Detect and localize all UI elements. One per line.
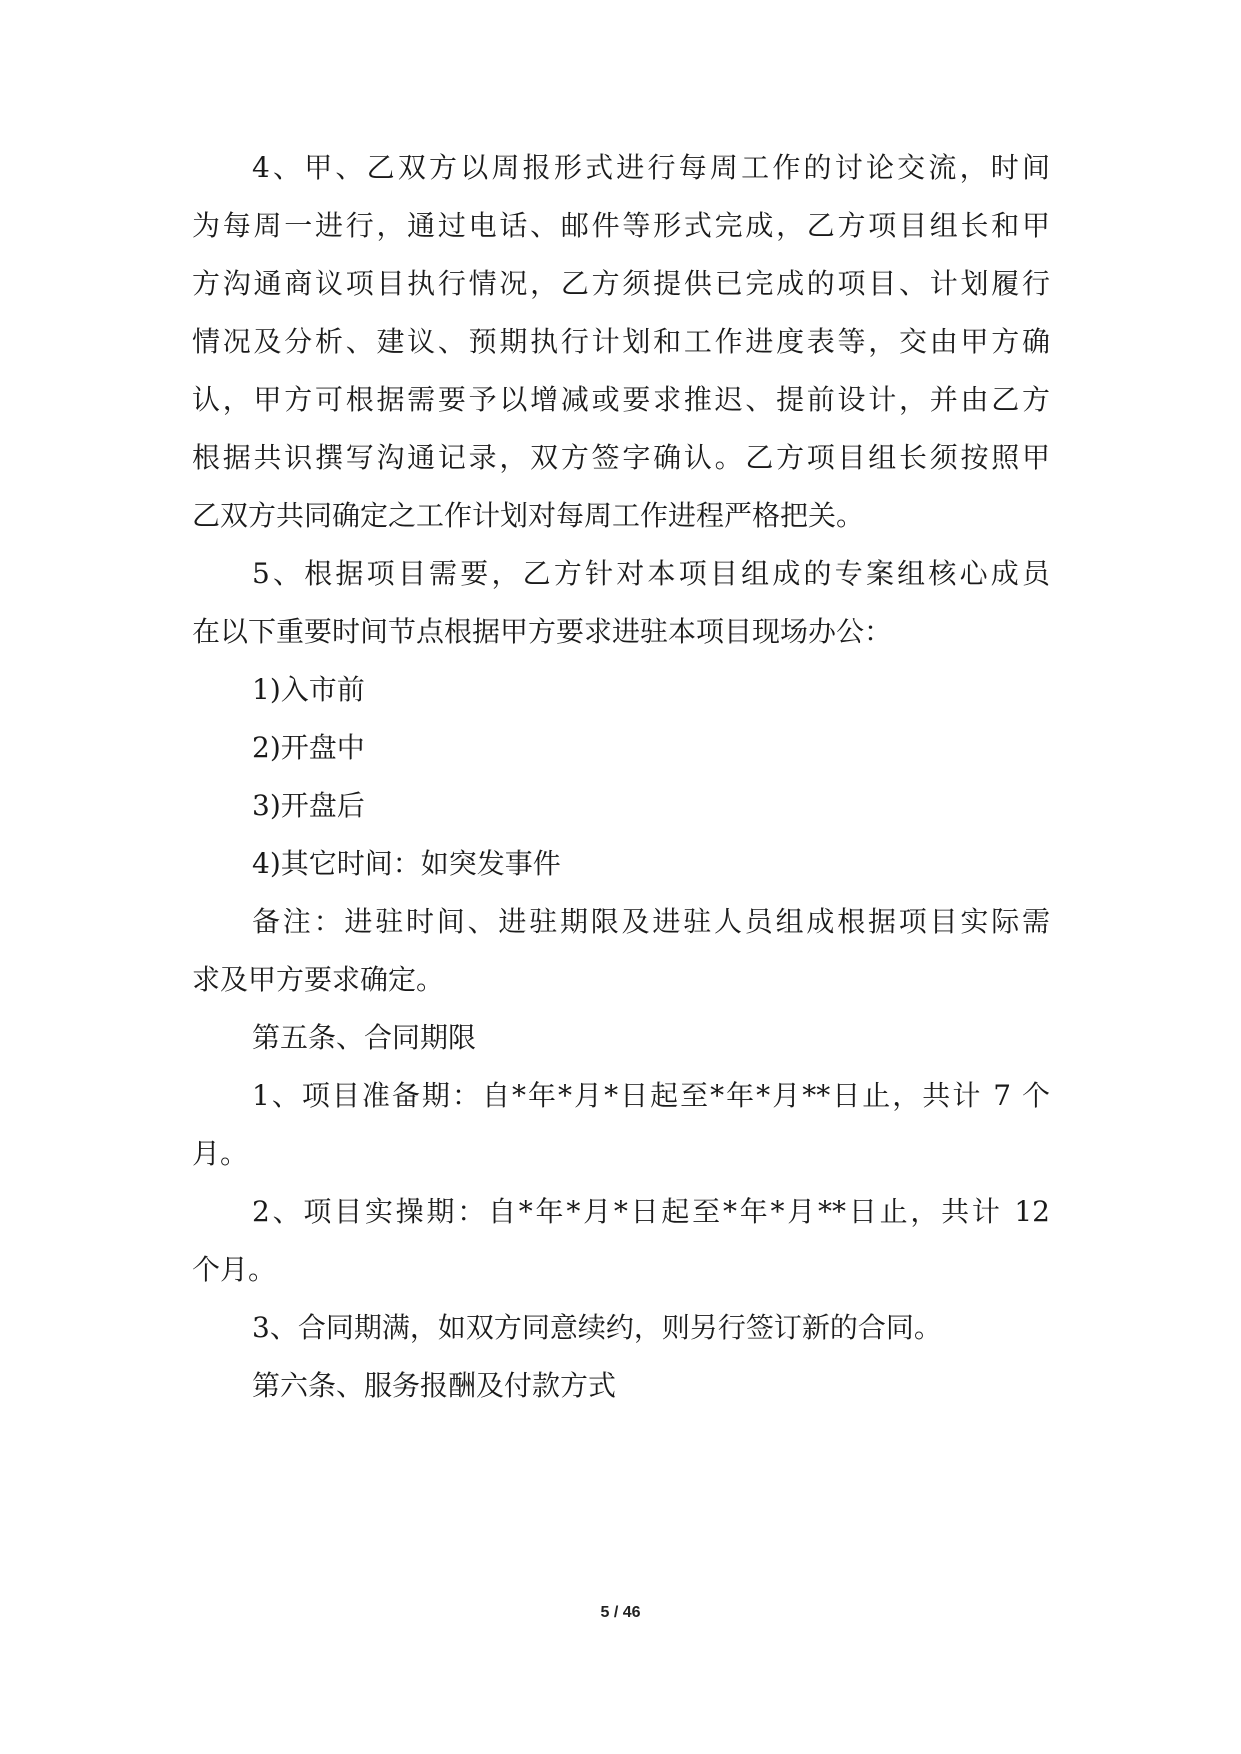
text-line: 备注：进驻时间、进驻期限及进驻人员组成根据项目实际需 xyxy=(252,905,1050,938)
text-line: 2、项目实操期：自*年*月*日起至*年*月**日止，共计 12 xyxy=(252,1195,1050,1228)
section-heading: 第六条、服务报酬及付款方式 xyxy=(252,1369,617,1402)
text-line: 为每周一进行，通过电话、邮件等形式完成，乙方项目组长和甲 xyxy=(192,209,1050,242)
text-line: 求及甲方要求确定。 xyxy=(192,963,445,996)
text-line: 在以下重要时间节点根据甲方要求进驻本项目现场办公： xyxy=(192,615,893,648)
text-line: 根据共识撰写沟通记录，双方签字确认。乙方项目组长须按照甲 xyxy=(192,441,1050,474)
text-line: 4、甲、乙双方以周报形式进行每周工作的讨论交流，时间 xyxy=(252,151,1050,184)
text-line: 月。 xyxy=(192,1137,249,1170)
text-line: 1、项目准备期：自*年*月*日起至*年*月**日止，共计 7 个 xyxy=(252,1079,1050,1112)
section-heading: 第五条、合同期限 xyxy=(252,1021,477,1054)
page-number: 5 / 46 xyxy=(600,1604,641,1621)
text-line: 乙双方共同确定之工作计划对每周工作进程严格把关。 xyxy=(192,499,865,532)
text-line: 5、根据项目需要，乙方针对本项目组成的专案组核心成员 xyxy=(252,557,1050,590)
text-line: 3、合同期满，如双方同意续约，则另行签订新的合同。 xyxy=(252,1311,942,1344)
list-item: 2)开盘中 xyxy=(252,731,365,764)
text-line: 认，甲方可根据需要予以增减或要求推迟、提前设计，并由乙方 xyxy=(192,383,1050,416)
list-item: 1)入市前 xyxy=(252,673,365,706)
text-line: 情况及分析、建议、预期执行计划和工作进度表等，交由甲方确 xyxy=(192,325,1050,358)
list-item: 4)其它时间：如突发事件 xyxy=(252,847,561,880)
list-item: 3)开盘后 xyxy=(252,789,365,822)
text-line: 个月。 xyxy=(192,1253,277,1286)
text-line: 方沟通商议项目执行情况，乙方须提供已完成的项目、计划履行 xyxy=(192,267,1050,300)
